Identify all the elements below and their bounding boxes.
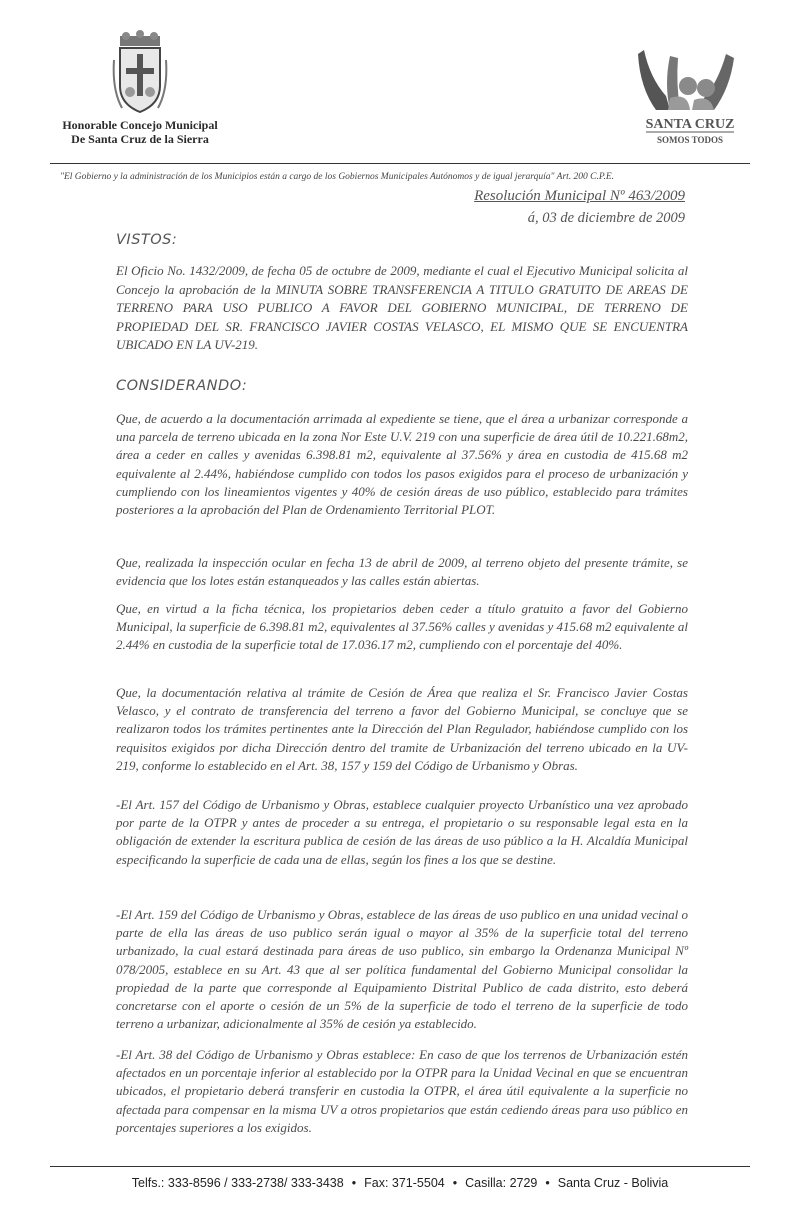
considerando-paragraph: Que, de acuerdo a la documentación arrimada al expediente se tiene, que el área a urbanizar corresponde a una parcela de terreno ubicada en la zona Nor Este U.V. 219 con una superficie de área útil de 10.221.68m2, área a ceder en calles y avenidas 6.398.81 m2, equivalente al 37.56% y área en custodia de 415.68 m2 equivalente al 2.44%, habiéndose cumplido con todos los pasos exigidos para el proceso de urbanización y cumpliendo con los lineamientos vigentes y 40% de cesión áreas de uso público, establecido para trámites posteriores a la aprobación del Plan de Ordenamiento Territorial PLOT. [116,411,688,518]
footer-rule [50,1166,750,1167]
considerando-paragraph: Que, en virtud a la ficha técnica, los propietarios deben ceder a título gratuito a favor del Gobierno Municipal, la superficie de 6.398.81 m2, equivalentes al 37.56% calles y avenidas y 415.68 m2 equivalente al 2.44% en custodia de la superficie total de 17.036.17 m2, cumpliendo con el porcentaje del 40%. [116,601,688,653]
header-rule [50,163,750,164]
article-159-paragraph: -El Art. 159 del Código de Urbanismo y Obras, establece de las áreas de uso publico en una unidad vecinal o parte de ella las áreas de uso publico serán igual o mayor al 35% de la superficie total del terreno urbanizado, la cual estará destinada para áreas de uso publico, sin embargo la Ordenanza Municipal Nº 078/2005, establece en su Art. 43 que al ser política fundamental del Gobierno Municipal consolidar la propiedad de la parte que corresponde al Equipamiento Distrital Publico de cada distrito, esto deberá concretarse con el aporte o cesión de un 5% de la superficie de todo el terreno de la superficie de todo terreno a urbanizar, adicionalmente al 35% de cesión ya establecido. [116,907,688,1032]
considerando-heading: CONSIDERANDO: [116,378,248,394]
footer-contact [0,1176,800,1190]
vistos-heading: VISTOS: [116,232,178,248]
brand-name: SANTA CRUZ [645,117,735,132]
footer-fax: Fax: 371-5504 [364,1176,445,1190]
article-38-paragraph: -El Art. 38 del Código de Urbanismo y Obras establece: En caso de que los terrenos de Urbanización estén afectados en un porcentaje inferior al establecido por la OTPR para la Unidad Vecinal en que se encuentran ubicados, el propietario deberá transferir en custodia la OTPR, el área útil equivalente a la superficie no afectada para compensar en la misma UV a otros propietarios que están cediendo áreas para uso público en porcentajes superiores a los exigidos. [116,1047,688,1135]
footer-bullet: • [351,1176,357,1190]
council-name [40,118,240,146]
footer-box: Casilla: 2729 [465,1176,538,1190]
considerando-paragraph: Que, realizada la inspección ocular en fecha 13 de abril de 2009, al terreno objeto del presente trámite, se evidencia que los lotes están estanqueados y las calles están abiertas. [116,555,688,589]
footer-bullet: • [452,1176,458,1190]
coat-of-arms-icon [112,30,168,116]
constitution-quote: "El Gobierno y la administración de los Municipios están a cargo de los Gobiernos Municipales Autónomos y de igual jerarquía" Art. 200 C.P.E. [60,172,615,182]
santa-cruz-logo [630,48,750,148]
resolution-number: Resolución Municipal Nº 463/2009 [474,188,685,204]
footer-city: Santa Cruz - Bolivia [557,1176,669,1190]
council-line-1: Honorable Concejo Municipal [62,118,218,132]
resolution-date: á, 03 de diciembre de 2009 [527,210,685,226]
council-line-2: De Santa Cruz de la Sierra [71,132,209,146]
footer-bullet: • [545,1176,550,1190]
vistos-paragraph: El Oficio No. 1432/2009, de fecha 05 de octubre de 2009, mediante el cual el Ejecutivo Municipal solicita al Concejo la aprobación de la MINUTA SOBRE TRANSFERENCIA A TITULO GRATUITO DE AREAS DE TERRENO PARA USO PUBLICO A FAVOR DEL GOBIERNO MUNICIPAL, DE TERRENO DE PROPIEDAD DEL SR. FRANCISCO JAVIER COSTAS VELASCO, EL MISMO QUE SE ENCUENTRA UBICADO EN LA UV-219. [116,263,688,352]
considerando-paragraph: Que, la documentación relativa al trámite de Cesión de Área que realiza el Sr. Francisco Javier Costas Velasco, y el contrato de transferencia del terreno a favor del Gobierno Municipal, se concluye que se realizaron todos los trámites pertinentes ante la Dirección del Plan Regulador, habiéndose cumplido con los requisitos exigidos por dicha Dirección dentro del tramite de Urbanización del terreno ubicado en la UV-219, conforme lo establecido en el Art. 38, 157 y 159 del Código de Urbanismo y Obras. [116,685,688,773]
article-157-paragraph: -El Art. 157 del Código de Urbanismo y Obras, establece cualquier proyecto Urbanístico una vez aprobado por parte de la OTPR y antes de proceder a su entrega, el propietario o su responsable legal esta en la obligación de extender la escritura publica de cesión de las áreas de uso público a la H. Alcaldía Municipal especificando la superficie de cada una de ellas, según los fines a los que se destine. [116,797,688,867]
brand-slogan: SOMOS TODOS [657,135,723,145]
footer-phones: Telfs.: 333-8596 / 333-2738/ 333-3438 [131,1176,344,1190]
